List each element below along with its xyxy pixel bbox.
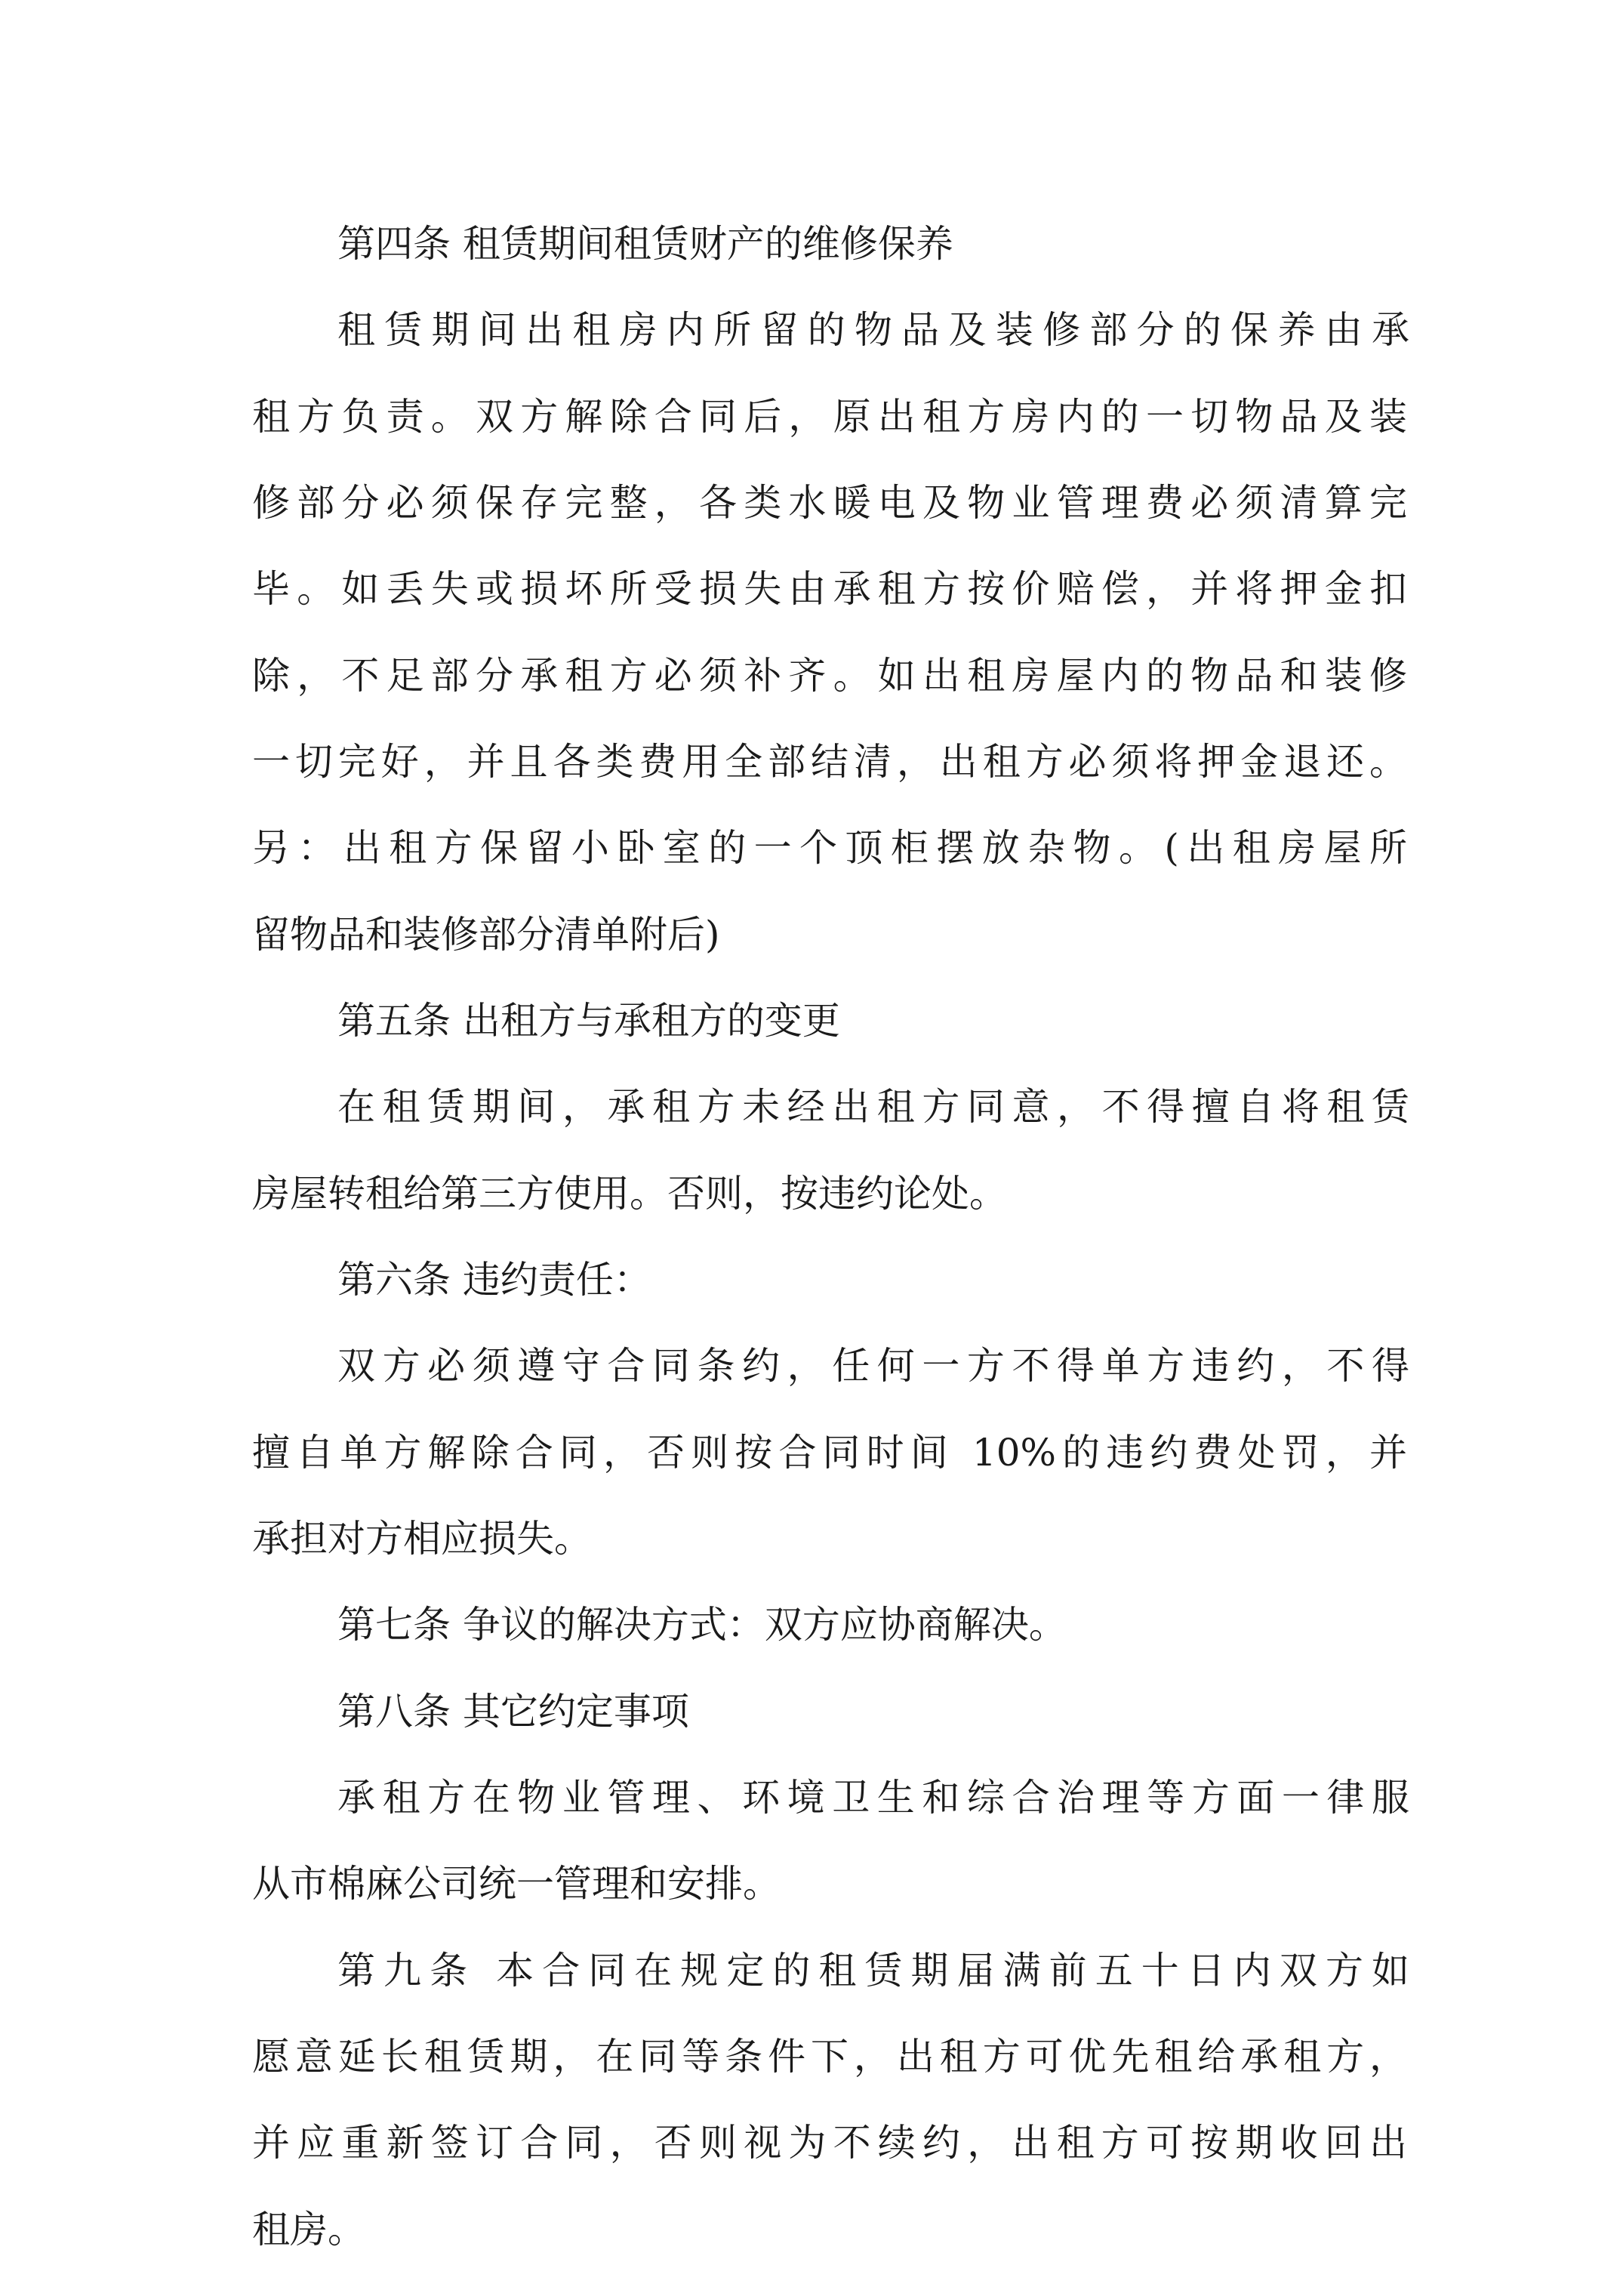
article-4-heading: 第四条 租赁期间租赁财产的维修保养 [337,222,953,266]
article-9-heading: 第九条 本合同在规定的租赁期届满前五十日内双方如 [337,1949,1409,1992]
article-5-line: 在租赁期间，承租方未经出租方同意，不得擅自将租赁 [337,1085,1409,1129]
article-6-line: 承担对方相应损失。 [252,1517,592,1561]
article-5-line: 房屋转租给第三方使用。否则，按违约论处。 [252,1172,1007,1216]
article-4-line: 留物品和装修部分清单附后) [252,913,720,957]
article-4-line: 租方负责。双方解除合同后，原出租方房内的一切物品及装 [252,395,1407,439]
article-6-heading: 第六条 违约责任： [337,1258,651,1302]
article-8-heading: 第八条 其它约定事项 [337,1690,689,1734]
article-9-line: 并应重新签订合同，否则视为不续约，出租方可按期收回出 [252,2121,1407,2165]
article-5-heading: 第五条 出租方与承租方的变更 [337,999,840,1043]
article-6-line: 擅自单方解除合同，否则按合同时间 10%的违约费处罚，并 [252,1431,1407,1475]
article-8-line: 从市棉麻公司统一管理和安排。 [252,1862,781,1906]
article-4-line: 除，不足部分承租方必须补齐。如出租房屋内的物品和装修 [252,654,1407,698]
article-6-line: 双方必须遵守合同条约，任何一方不得单方违约，不得 [337,1344,1409,1388]
article-7-heading: 第七条 争议的解决方式：双方应协商解决。 [337,1603,1067,1647]
article-9-line: 租房。 [252,2208,365,2251]
article-8-line: 承租方在物业管理、环境卫生和综合治理等方面一律服 [337,1776,1409,1820]
article-9-line: 愿意延长租赁期，在同等条件下，出租方可优先租给承租方， [252,2035,1407,2079]
article-4-line: 租赁期间出租房内所留的物品及装修部分的保养由承 [337,308,1409,352]
article-4-line: 修部分必须保存完整，各类水暖电及物业管理费必须清算完 [252,481,1407,525]
article-4-line: 另：出租方保留小卧室的一个顶柜摆放杂物。(出租房屋所 [252,826,1407,870]
article-4-line: 一切完好，并且各类费用全部结清，出租方必须将押金退还。 [252,740,1407,784]
article-4-line: 毕。如丢失或损坏所受损失由承租方按价赔偿，并将押金扣 [252,567,1407,611]
